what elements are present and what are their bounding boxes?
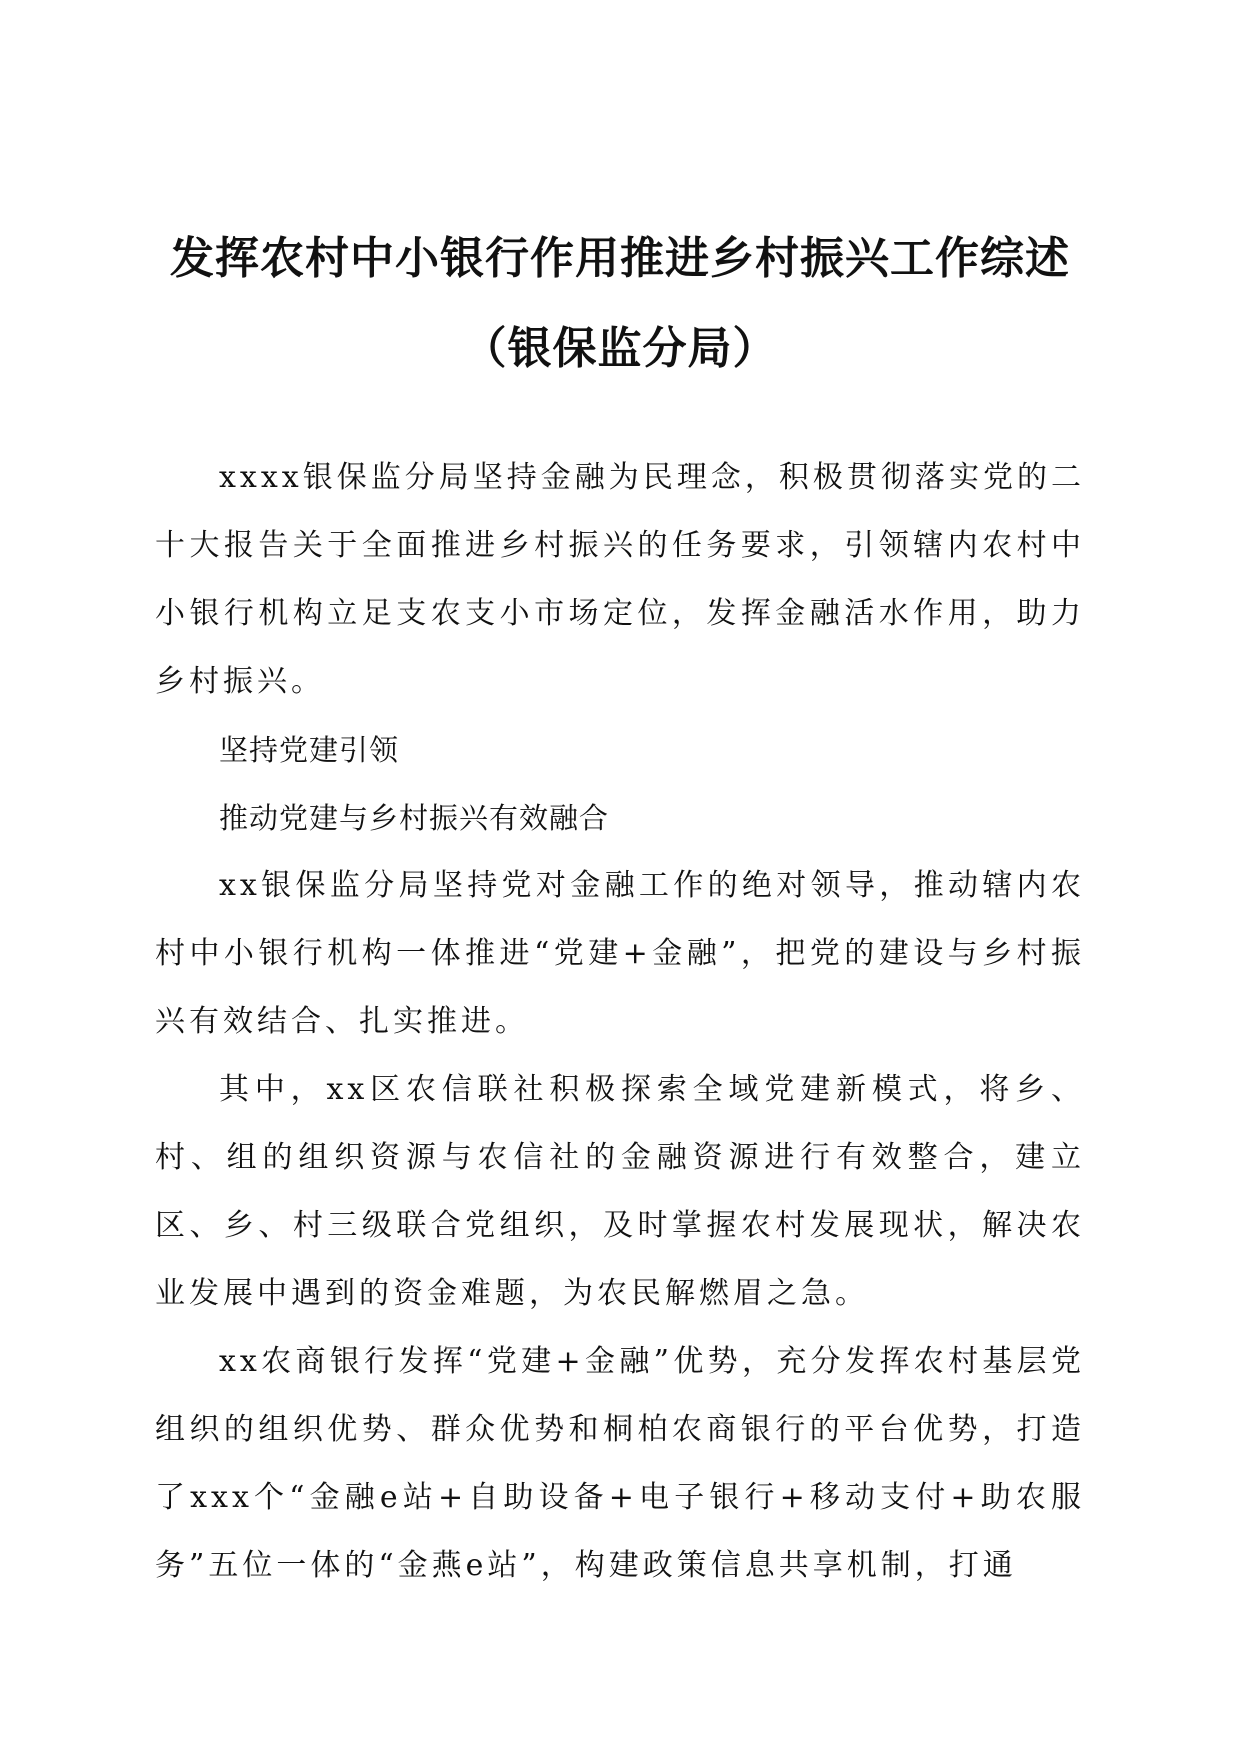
document-title: 发挥农村中小银行作用推进乡村振兴工作综述 xyxy=(170,233,1070,284)
document-body xyxy=(155,444,1085,1600)
body-paragraph: 其中，xx区农信联社积极探索全域党建新模式，将乡、村、组的组织资源与农信社的金融资源进行有效整合，建立区、乡、村三级联合党组织，及时掌握农村发展现状，解决农业发展中遇到的资金难题，为农民解燃眉之急。 xyxy=(155,1072,1085,1311)
body-paragraph: xx银保监分局坚持党对金融工作的绝对领导，推动辖内农村中小银行机构一体推进“党建+金融”，把党的建设与乡村振兴有效结合、扎实推进。 xyxy=(155,868,1085,1039)
body-paragraph: xx农商银行发挥“党建+金融”优势，充分发挥农村基层党组织的组织优势、群众优势和桐柏农商银行的平台优势，打造了xxx个“金融e站+自助设备+电子银行+移动支付+助农服务”五位一体的“金燕e站”，构建政策信息共享机制，打通 xyxy=(155,1344,1085,1583)
section-heading: 坚持党建引领 xyxy=(219,733,400,767)
document-subtitle: （银保监分局） xyxy=(462,323,778,374)
intro-paragraph: xxxx银保监分局坚持金融为民理念，积极贯彻落实党的二十大报告关于全面推进乡村振兴的任务要求，引领辖内农村中小银行机构立足支农支小市场定位，发挥金融活水作用，助力乡村振兴。 xyxy=(155,460,1085,699)
section-subheading: 推动党建与乡村振兴有效融合 xyxy=(219,801,610,835)
